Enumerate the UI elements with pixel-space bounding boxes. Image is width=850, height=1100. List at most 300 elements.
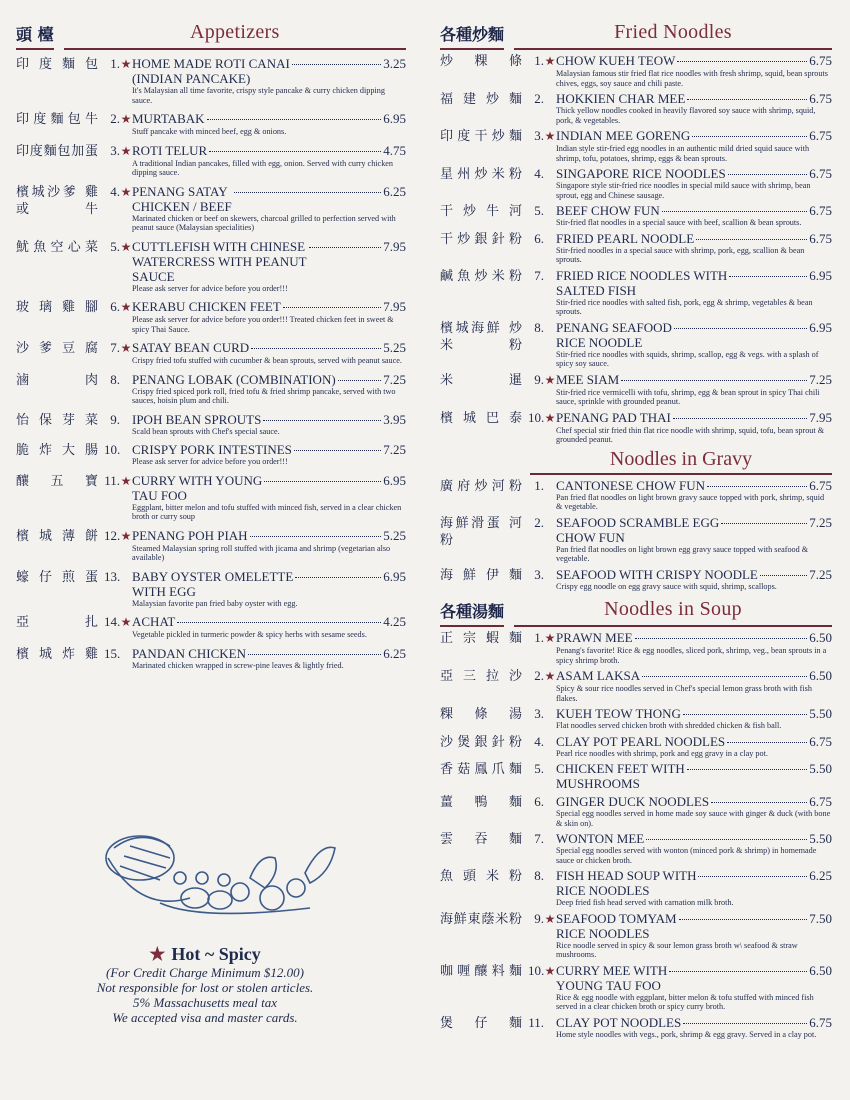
- star-icon: ★: [149, 944, 166, 964]
- item-price: 4.25: [383, 614, 406, 629]
- footer-note-lost: Not responsible for lost or stolen articles.: [96, 980, 314, 995]
- item-name: CRISPY PORK INTESTINES: [132, 442, 292, 457]
- item-description: Malaysian famous stir fried flat rice noodles with fresh shrimp, squid, bean sprouts chives, eggs, soy sauce and chili paste.: [556, 69, 828, 88]
- item-number: 15.: [104, 645, 121, 661]
- item-price: 7.25: [383, 442, 406, 457]
- item-line: [104, 239, 406, 284]
- item-chinese-name: 滷 肉: [16, 372, 98, 388]
- item-price: 3.25: [383, 56, 406, 71]
- fried-noodles-header: [440, 14, 832, 50]
- menu-item: [16, 528, 406, 563]
- menu-item: [16, 614, 406, 640]
- menu-item: [16, 442, 406, 467]
- item-number: 1.: [534, 477, 544, 493]
- dot-leader: [729, 276, 807, 277]
- item-name: CUTTLEFISH WITH CHINESE WATERCRESS WITH PEANUT SAUCE: [132, 238, 307, 284]
- dot-leader: [687, 769, 807, 770]
- item-chinese-name: 檳城海鮮 炒米粉: [440, 320, 522, 353]
- item-body: [528, 410, 832, 445]
- item-name-wrap: [556, 1015, 809, 1030]
- menu-item: [440, 515, 832, 564]
- item-name-wrap: [556, 706, 809, 721]
- section-divider: [64, 48, 406, 50]
- item-name: CLAY POT NOODLES: [556, 1014, 682, 1030]
- item-price: 6.95: [383, 472, 406, 488]
- item-line: [528, 128, 832, 144]
- item-name: ACHAT: [132, 614, 176, 629]
- item-name: PENANG LOBAK (COMBINATION): [132, 371, 336, 387]
- item-price: 6.50: [809, 668, 832, 683]
- menu-item: [440, 53, 832, 88]
- item-body: [528, 53, 832, 88]
- item-price: 7.25: [809, 514, 832, 530]
- item-name: PENANG POH PIAH: [132, 527, 248, 543]
- item-name: CURRY MEE WITH YOUNG TAU FOO: [556, 962, 668, 993]
- dot-leader: [646, 839, 807, 840]
- item-name-wrap: [556, 734, 809, 749]
- item-number: 10.: [104, 442, 121, 457]
- item-name: SATAY BEAN CURD: [132, 340, 250, 355]
- item-chinese-name: 蠔仔煎蛋: [16, 569, 98, 585]
- hot-star-icon: ★: [544, 631, 556, 645]
- item-name-wrap: [556, 91, 809, 106]
- hot-star-icon: ★: [120, 300, 132, 314]
- item-name-wrap: [556, 630, 809, 645]
- item-line: [104, 569, 406, 599]
- item-number: 6.: [110, 299, 120, 314]
- item-price: 4.75: [383, 142, 406, 158]
- item-chinese-name: 亞 扎: [16, 615, 98, 630]
- dot-leader: [283, 307, 381, 308]
- item-line: [528, 868, 832, 898]
- item-description: Penang's favorite! Rice & egg noodles, sliced pork, shrimp, veg., bean sprouts in a spicy shrimp broth.: [556, 646, 827, 665]
- noodles-gravy-list: [440, 478, 832, 592]
- menu-item: [440, 372, 832, 407]
- item-price: 5.25: [383, 340, 406, 355]
- item-price: 6.50: [809, 962, 832, 978]
- dot-leader: [707, 486, 807, 487]
- noodles-soup-title: Noodles in Soup: [604, 598, 742, 620]
- menu-item: [440, 630, 832, 665]
- item-body: [528, 911, 832, 960]
- item-name-wrap: [556, 911, 809, 941]
- section-divider: [530, 473, 832, 475]
- item-price: 7.25: [383, 371, 406, 387]
- item-chinese-name: 檳城巴泰: [440, 410, 522, 426]
- hot-star-icon: ★: [544, 372, 556, 387]
- item-name: ROTI TELUR: [132, 142, 208, 158]
- menu-item: [440, 128, 832, 163]
- item-price: 5.50: [809, 831, 832, 846]
- item-description: Rice & egg noodle with eggplant, bitter melon & tofu stuffed with minced fish served in a clear chicken broth or spicy curry broth.: [556, 992, 814, 1011]
- item-price: 5.50: [809, 761, 832, 776]
- hot-star-icon: ★: [544, 54, 556, 68]
- dot-leader: [698, 876, 807, 877]
- item-line: [104, 299, 406, 315]
- menu-item: [440, 734, 832, 759]
- item-price: 3.95: [383, 411, 406, 427]
- item-description: Thick yellow noodles cooked in heavily flavored soy sauce with shrimp, squid, pork, & vegetables.: [556, 106, 816, 125]
- dot-leader: [263, 420, 381, 421]
- item-name: SINGAPORE RICE NOODLES: [556, 166, 726, 181]
- item-price: 7.95: [383, 299, 406, 314]
- item-name: FRIED PEARL NOODLE: [556, 230, 695, 246]
- item-chinese-name: 釀 五 寶: [16, 473, 98, 489]
- section-divider: [514, 625, 832, 627]
- item-name-wrap: [132, 56, 383, 86]
- item-name-wrap: [556, 478, 809, 493]
- item-chinese-name: 干炒牛河: [440, 204, 522, 219]
- dot-leader: [677, 61, 807, 62]
- item-name: PENANG SEAFOOD RICE NOODLE: [556, 319, 672, 350]
- item-chinese-name: 星州炒米粉: [440, 167, 522, 182]
- item-line: [528, 567, 832, 582]
- item-name: PANDAN CHICKEN: [132, 645, 247, 661]
- menu-item: [16, 184, 406, 233]
- item-number: 11.: [528, 1014, 544, 1030]
- item-name-wrap: [132, 569, 383, 599]
- item-name: CLAY POT PEARL NOODLES: [556, 733, 726, 749]
- menu-item: [440, 794, 832, 828]
- menu-item: [440, 203, 832, 228]
- fried-noodles-cn-title: 各種炒麵: [440, 22, 504, 50]
- menu-item: [16, 646, 406, 671]
- menu-item: [16, 340, 406, 366]
- item-body: [528, 794, 832, 828]
- item-price: 6.75: [809, 91, 832, 106]
- dot-leader: [635, 638, 808, 639]
- item-number: 1.: [534, 630, 544, 645]
- item-number: 2.: [534, 668, 544, 683]
- item-description: Stir-fried rice noodles with salted fish, pork, egg & shrimp, vegetables & bean sprouts.: [556, 297, 813, 316]
- item-name-wrap: [132, 111, 383, 126]
- menu-item: [16, 569, 406, 609]
- menu-item: [440, 320, 832, 369]
- item-description: Stir-fried rice vermicelli with tofu, shrimp, egg & bean sprout in spicy Thai chili sauce, sprinkle with grounded peanut.: [556, 387, 820, 406]
- item-chinese-name: 玻璃雞腳: [16, 300, 98, 315]
- item-body: [528, 91, 832, 125]
- item-name: FISH HEAD SOUP WITH RICE NOODLES: [556, 868, 697, 898]
- item-body: [104, 299, 406, 334]
- item-price: 6.75: [809, 53, 832, 68]
- item-body: [528, 761, 832, 791]
- hot-spicy-legend: [40, 944, 370, 965]
- item-description: Stuff pancake with minced beef, egg & onions.: [132, 127, 287, 136]
- item-price: 6.75: [809, 477, 832, 493]
- item-description: Stir-fried rice noodles with squids, shrimp, scallop, egg & vegs. with a splash of spicy soy sauce.: [556, 349, 819, 368]
- item-chinese-name: 海鮮伊麵: [440, 567, 522, 583]
- item-line: [104, 412, 406, 427]
- item-body: [104, 239, 406, 294]
- item-number: 6.: [534, 794, 544, 809]
- menu-item: [440, 911, 832, 960]
- item-line: [528, 630, 832, 646]
- item-description: Stir-fried flat noodles in a special sauce with beef, scallion & bean sprouts.: [556, 218, 802, 227]
- item-body: [104, 646, 406, 671]
- item-name-wrap: [132, 473, 383, 503]
- item-chinese-name: 干炒銀針粉: [440, 231, 522, 247]
- item-name-wrap: [556, 515, 809, 545]
- item-chinese-name: 雲吞麵: [440, 832, 522, 847]
- item-body: [528, 706, 832, 731]
- item-body: [528, 831, 832, 865]
- hot-star-icon: ★: [120, 112, 132, 126]
- item-line: [528, 706, 832, 721]
- menu-item: [16, 473, 406, 522]
- item-description: Marinated chicken wrapped in screw-pine leaves & lightly fried.: [132, 660, 344, 670]
- dot-leader: [662, 211, 807, 212]
- item-price: 7.25: [809, 371, 832, 387]
- noodles-gravy-header: [440, 445, 832, 475]
- item-name-wrap: [132, 614, 383, 629]
- menu-item: [16, 372, 406, 406]
- item-name: KUEH TEOW THONG: [556, 706, 681, 721]
- hot-star-icon: ★: [120, 615, 132, 629]
- item-description: Malaysian favorite pan fried baby oyster with egg.: [132, 598, 298, 608]
- item-body: [528, 668, 832, 703]
- item-name: SEAFOOD TOMYAM RICE NOODLES: [556, 910, 677, 941]
- hot-star-icon: ★: [120, 184, 132, 199]
- item-body: [104, 111, 406, 137]
- item-description: Crispy fried tofu stuffed with cucumber & bean sprouts, served with peanut sauce.: [132, 356, 402, 365]
- item-price: 6.95: [383, 111, 406, 126]
- menu-item: [440, 410, 832, 445]
- item-body: [104, 473, 406, 522]
- hot-star-icon: ★: [544, 410, 556, 425]
- item-description: Vegetable pickled in turmeric powder & spicy herbs with sesame seeds.: [132, 630, 367, 639]
- item-line: [528, 320, 832, 350]
- item-description: Flat noodles served chicken broth with shredded chicken & fish ball.: [556, 721, 782, 730]
- item-chinese-name: 香菇鳳爪麵: [440, 762, 522, 777]
- item-number: 7.: [534, 831, 544, 846]
- item-name: HOME MADE ROTI CANAI (INDIAN PANCAKE): [132, 56, 290, 86]
- item-chinese-name: 印度麵包牛: [16, 112, 98, 127]
- appetizers-cn-title: 頭 檯: [16, 22, 54, 50]
- menu-item: [440, 268, 832, 317]
- item-price: 6.50: [809, 630, 832, 645]
- item-name-wrap: [556, 761, 809, 791]
- item-price: 6.75: [809, 1014, 832, 1030]
- item-number: 5.: [534, 761, 544, 776]
- item-name-wrap: [132, 239, 383, 284]
- item-chinese-name: 咖喱釀料麵: [440, 963, 522, 979]
- dot-leader: [264, 481, 381, 482]
- dot-leader: [674, 328, 807, 329]
- item-number: 2.: [534, 91, 544, 106]
- section-divider: [514, 48, 832, 50]
- item-body: [528, 734, 832, 759]
- item-line: [104, 340, 406, 356]
- item-line: [528, 794, 832, 809]
- menu-item: [440, 831, 832, 865]
- hot-star-icon: ★: [120, 239, 132, 254]
- footer-note-cards: We accepted visa and master cards.: [112, 1010, 298, 1025]
- item-price: 7.25: [809, 566, 832, 582]
- item-name: CHOW KUEH TEOW: [556, 53, 676, 68]
- item-price: 5.50: [809, 706, 832, 721]
- item-number: 2.: [534, 514, 544, 530]
- item-description: Home style noodles with vegs., pork, shrimp & egg gravy. Served in a clay pot.: [556, 1029, 817, 1039]
- item-number: 9.: [534, 910, 544, 926]
- item-body: [528, 868, 832, 908]
- item-description: Chef special stir fried thin flat rice noodle with shrimp, squid, tofu, bean sprout & grounded peanut.: [556, 425, 825, 444]
- item-price: 6.75: [809, 733, 832, 749]
- fried-noodles-list: [440, 53, 832, 445]
- item-price: 7.50: [809, 910, 832, 926]
- item-price: 6.75: [809, 203, 832, 218]
- dot-leader: [309, 247, 382, 248]
- hot-star-icon: ★: [544, 669, 556, 683]
- hot-star-icon: ★: [544, 963, 556, 978]
- dot-leader: [234, 192, 382, 193]
- item-line: [528, 410, 832, 426]
- item-name-wrap: [132, 143, 383, 158]
- item-name-wrap: [556, 320, 809, 350]
- item-price: 6.95: [809, 319, 832, 335]
- item-name: MURTABAK: [132, 111, 205, 126]
- item-description: Pearl rice noodles with shrimp, pork and egg gravy in a clay pot.: [556, 748, 768, 758]
- item-line: [528, 91, 832, 106]
- item-name-wrap: [556, 203, 809, 218]
- hot-star-icon: ★: [544, 911, 556, 926]
- item-number: 7.: [534, 267, 544, 283]
- item-description: Eggplant, bitter melon and tofu stuffed with minced fish, served in a clear chicken broth or curry soup: [132, 502, 402, 521]
- noodles-soup-list: [440, 630, 832, 1039]
- item-chinese-name: 魷魚空心菜: [16, 239, 98, 255]
- item-body: [528, 478, 832, 512]
- noodles-gravy-title: Noodles in Gravy: [609, 447, 753, 470]
- item-line: [104, 56, 406, 86]
- item-line: [528, 911, 832, 941]
- item-body: [528, 567, 832, 592]
- item-description: Spicy & sour rice noodles served in Chef's special lemon grass broth with fish flakes.: [556, 684, 812, 703]
- item-chinese-name: 廣府炒河粉: [440, 478, 522, 494]
- item-line: [104, 111, 406, 127]
- item-body: [528, 963, 832, 1012]
- dot-leader: [642, 676, 807, 677]
- menu-item: [440, 706, 832, 731]
- item-description: Please ask server for advice before you order!!!: [132, 457, 288, 466]
- item-name: CANTONESE CHOW FUN: [556, 477, 706, 493]
- item-line: [528, 668, 832, 684]
- dot-leader: [679, 919, 808, 920]
- dot-leader: [692, 136, 807, 137]
- item-number: 5.: [110, 238, 120, 254]
- item-chinese-name: 薑鴨麵: [440, 795, 522, 810]
- item-line: [528, 831, 832, 846]
- item-price: 6.25: [809, 868, 832, 883]
- hot-star-icon: ★: [120, 528, 132, 543]
- item-name: IPOH BEAN SPROUTS: [132, 411, 262, 427]
- item-name-wrap: [556, 128, 809, 143]
- item-line: [104, 143, 406, 159]
- menu-item: [440, 91, 832, 125]
- item-name-wrap: [556, 868, 809, 898]
- dot-leader: [621, 380, 807, 381]
- noodles-soup-cn-title: 各種湯麵: [440, 599, 504, 627]
- item-chinese-name: 粿條湯: [440, 707, 522, 722]
- item-chinese-name: 海鮮東蔭米粉: [440, 911, 522, 927]
- item-number: 4.: [534, 166, 544, 181]
- dot-leader: [177, 622, 381, 623]
- item-name-wrap: [132, 372, 383, 387]
- dot-leader: [696, 239, 807, 240]
- item-line: [528, 372, 832, 388]
- item-price: 7.95: [383, 238, 406, 254]
- item-chinese-name: 海鮮滑蛋 河粉: [440, 515, 522, 548]
- hot-spicy-label: Hot ~ Spicy: [171, 944, 261, 964]
- menu-item: [16, 56, 406, 105]
- item-description: Special egg noodles served with wonton (minced pork & shrimp) in homemade sauce or chicken broth.: [556, 846, 817, 865]
- item-body: [104, 184, 406, 233]
- dot-leader: [687, 99, 807, 100]
- menu-item: [440, 478, 832, 512]
- item-line: [104, 442, 406, 457]
- item-line: [104, 528, 406, 544]
- item-name: HOKKIEN CHAR MEE: [556, 91, 686, 106]
- item-number: 9.: [534, 371, 544, 387]
- item-name-wrap: [132, 184, 383, 214]
- menu-item: [440, 668, 832, 703]
- item-number: 10.: [528, 409, 545, 425]
- item-name: PENANG PAD THAI: [556, 409, 671, 425]
- dot-leader: [673, 418, 807, 419]
- item-chinese-name: 正宗蝦麵: [440, 631, 522, 646]
- item-name-wrap: [132, 442, 383, 457]
- item-body: [528, 630, 832, 665]
- item-number: 4.: [534, 733, 544, 749]
- item-number: 5.: [534, 203, 544, 218]
- item-body: [528, 1015, 832, 1040]
- dot-leader: [248, 654, 381, 655]
- item-price: 6.75: [809, 230, 832, 246]
- item-chinese-name: 沙煲銀針粉: [440, 734, 522, 750]
- item-name-wrap: [132, 340, 383, 355]
- menu-item: [440, 567, 832, 592]
- item-body: [104, 143, 406, 178]
- item-price: 6.95: [809, 267, 832, 283]
- item-description: Please ask server for advice before you order!!! Treated chicken feet in sweet & spicy Thai Sauce.: [132, 315, 394, 334]
- hot-star-icon: ★: [544, 129, 556, 143]
- item-line: [104, 372, 406, 387]
- right-column: [440, 14, 832, 1039]
- hot-star-icon: ★: [120, 57, 132, 71]
- item-line: [528, 268, 832, 298]
- item-name-wrap: [556, 166, 809, 181]
- item-name-wrap: [556, 53, 809, 68]
- dot-leader: [683, 714, 807, 715]
- item-name: FRIED RICE NOODLES WITH SALTED FISH: [556, 267, 728, 298]
- menu-item: [16, 412, 406, 437]
- item-line: [528, 761, 832, 791]
- item-description: Pan fried flat noodles on light brown egg gravy sauce topped with seafood & vegetable.: [556, 544, 809, 563]
- item-description: Scald bean sprouts with Chef's special sauce.: [132, 426, 280, 436]
- item-name: PENANG SATAY CHICKEN / BEEF: [132, 183, 232, 214]
- item-body: [104, 528, 406, 563]
- item-body: [104, 56, 406, 105]
- item-number: 8.: [110, 371, 120, 387]
- menu-item: [440, 761, 832, 791]
- dot-leader: [209, 151, 381, 152]
- item-line: [528, 478, 832, 493]
- item-name-wrap: [556, 963, 809, 993]
- item-price: 6.75: [809, 794, 832, 809]
- appetizers-header: [16, 14, 406, 50]
- hot-star-icon: ★: [120, 341, 132, 355]
- left-column: [16, 14, 406, 670]
- item-chinese-name: 魚頭米粉: [440, 869, 522, 884]
- item-name: GINGER DUCK NOODLES: [556, 794, 710, 809]
